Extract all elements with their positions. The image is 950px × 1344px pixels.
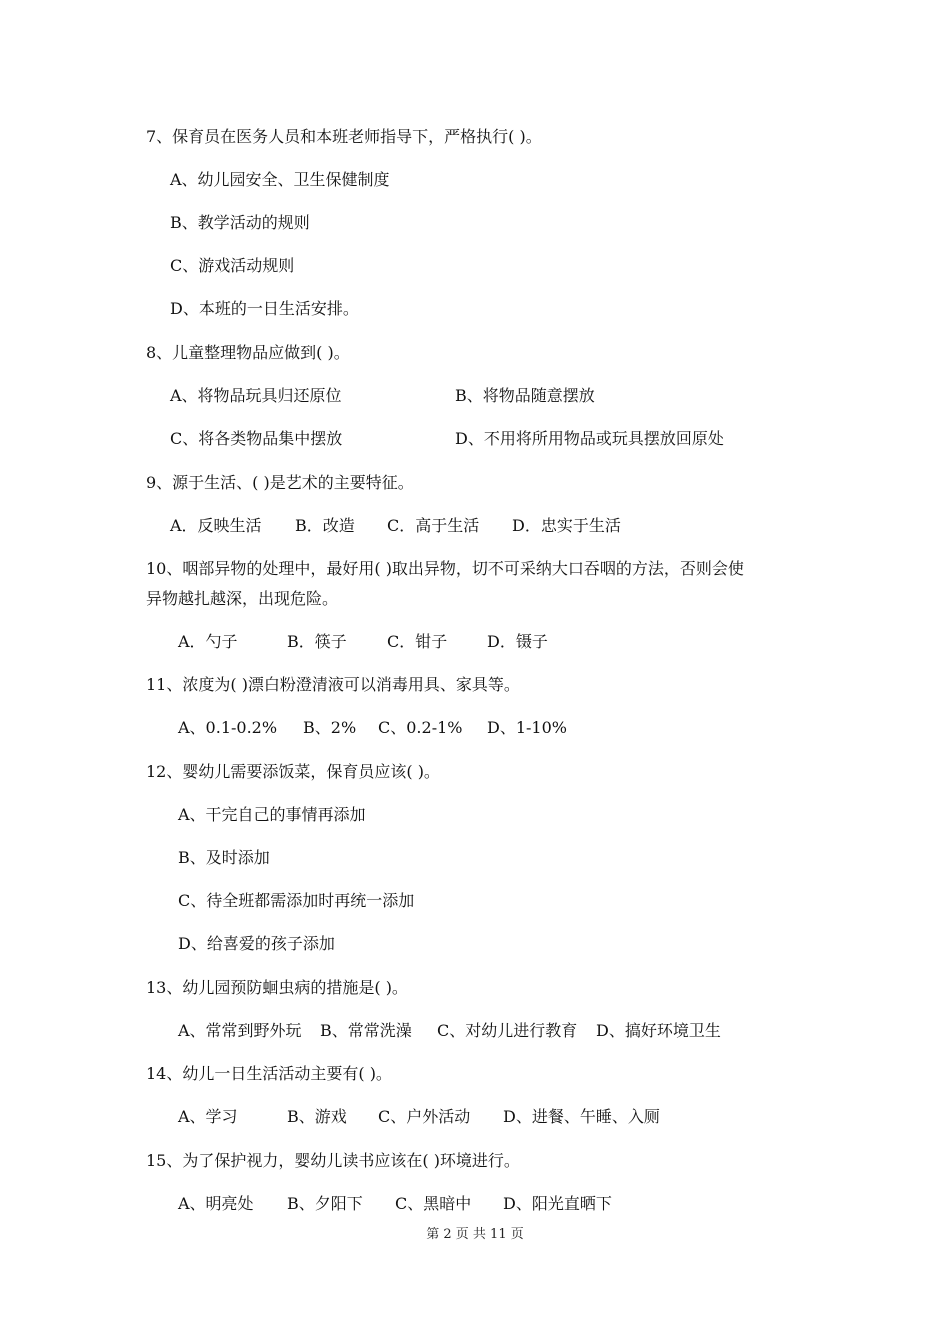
question-8-stem: 8、儿童整理物品应做到( )。 [146,343,350,362]
question-11-option-c: C、0.2-1% [378,718,463,737]
question-10-option-c: C．钳子 [387,632,448,651]
question-8-option-c: C、将各类物品集中摆放 [170,429,343,448]
question-13-option-b: B、常常洗澡 [320,1021,412,1040]
question-13-stem: 13、幼儿园预防蛔虫病的措施是( )。 [146,978,408,997]
question-7-option-c: C、游戏活动规则 [170,256,295,275]
question-12-option-a: A、干完自己的事情再添加 [178,805,366,824]
question-14-option-c: C、户外活动 [378,1107,471,1126]
question-15-stem: 15、为了保护视力，婴幼儿读书应该在( )环境进行。 [146,1151,520,1170]
question-8-option-b: B、将物品随意摆放 [455,386,595,405]
question-9-option-b: B．改造 [295,516,355,535]
question-13-option-c: C、对幼儿进行教育 [437,1021,578,1040]
question-9-stem: 9、源于生活、( )是艺术的主要特征。 [146,473,414,492]
question-15-option-a: A、明亮处 [178,1194,254,1213]
question-10-option-b: B．筷子 [287,632,347,651]
question-10-stem-line1: 10、咽部异物的处理中，最好用( )取出异物，切不可采纳大口吞咽的方法，否则会使 [146,559,744,578]
question-14-option-b: B、游戏 [287,1107,347,1126]
question-12-stem: 12、婴幼儿需要添饭菜，保育员应该( )。 [146,762,440,781]
question-9-option-c: C．高于生活 [387,516,480,535]
question-14-stem: 14、幼儿一日生活活动主要有( )。 [146,1064,392,1083]
question-11-option-d: D、1-10% [487,718,567,737]
question-9-option-a: A．反映生活 [170,516,262,535]
question-11-option-b: B、2% [303,718,357,737]
question-13-option-d: D、搞好环境卫生 [596,1021,721,1040]
question-11-option-a: A、0.1-0.2% [178,718,278,737]
question-15-option-b: B、夕阳下 [287,1194,363,1213]
question-13-option-a: A、常常到野外玩 [178,1021,302,1040]
question-15-option-d: D、阳光直晒下 [503,1194,612,1213]
question-8-option-d: D、不用将所用物品或玩具摆放回原处 [455,429,724,448]
question-14-option-d: D、进餐、午睡、入厕 [503,1107,660,1126]
question-12-option-c: C、待全班都需添加时再统一添加 [178,891,415,910]
question-7-option-a: A、幼儿园安全、卫生保健制度 [170,170,390,189]
question-7-option-d: D、本班的一日生活安排。 [170,299,359,318]
question-12-option-d: D、给喜爱的孩子添加 [178,934,335,953]
question-10-option-a: A．勺子 [178,632,238,651]
question-10-stem-line2: 异物越扎越深，出现危险。 [146,589,339,608]
question-12-option-b: B、及时添加 [178,848,270,867]
question-7-stem: 7、保育员在医务人员和本班老师指导下，严格执行( )。 [146,127,542,146]
question-8-option-a: A、将物品玩具归还原位 [170,386,342,405]
question-11-stem: 11、浓度为( )漂白粉澄清液可以消毒用具、家具等。 [146,675,520,694]
question-15-option-c: C、黑暗中 [395,1194,472,1213]
question-7-option-b: B、教学活动的规则 [170,213,310,232]
question-14-option-a: A、学习 [178,1107,238,1126]
question-9-option-d: D．忠实于生活 [512,516,621,535]
page-number-footer: 第 2 页 共 11 页 [426,1227,524,1242]
question-10-option-d: D．镊子 [487,632,548,651]
